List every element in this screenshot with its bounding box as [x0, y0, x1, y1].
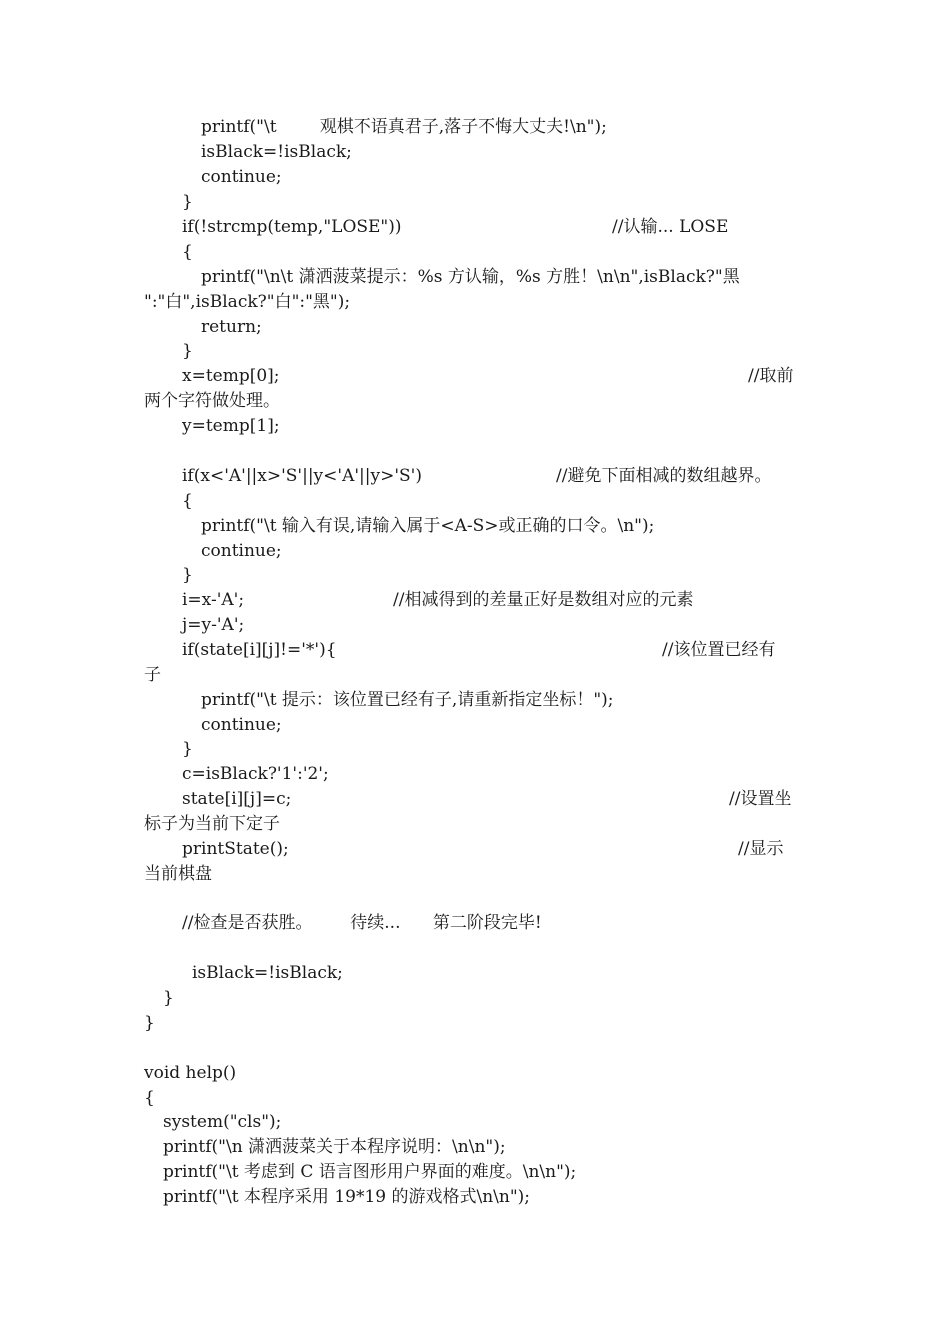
code-comment: //认输... LOSE [612, 217, 729, 237]
code-line: } [163, 988, 174, 1008]
code-line: state[i][j]=c; [182, 789, 292, 809]
code-line: 当前棋盘 [144, 864, 212, 884]
code-line: } [182, 341, 193, 361]
code-line: printf("\t 本程序采用 19*19 的游戏格式\n\n"); [163, 1187, 531, 1207]
code-line: 子 [144, 665, 161, 685]
code-line: if(!strcmp(temp,"LOSE")) [182, 217, 402, 237]
code-line: if(state[i][j]!='*'){ [182, 640, 337, 660]
code-comment: //该位置已经有 [662, 640, 776, 660]
code-line: ":"白",isBlack?"白":"黑"); [144, 292, 351, 312]
code-line: c=isBlack?'1':'2'; [182, 764, 329, 784]
code-line: printf("\t 输入有误,请输入属于<A-S>或正确的口令。\n"); [201, 516, 655, 536]
code-line: 两个字符做处理。 [144, 391, 280, 411]
code-line: isBlack=!isBlack; [201, 142, 352, 162]
code-line: { [182, 242, 193, 262]
code-line: continue; [201, 715, 282, 735]
code-line: continue; [201, 541, 282, 561]
code-comment: //取前 [748, 366, 794, 386]
code-line: { [182, 491, 193, 511]
code-line: { [144, 1088, 155, 1108]
code-line: y=temp[1]; [182, 416, 280, 436]
code-line: } [182, 739, 193, 759]
code-line: printf("\n 潇洒菠菜关于本程序说明：\n\n"); [163, 1137, 506, 1157]
code-line: 标子为当前下定子 [144, 814, 280, 834]
code-line: } [144, 1013, 155, 1033]
code-line: printf("\t 提示：该位置已经有子,请重新指定坐标！"); [201, 690, 614, 710]
code-line: system("cls"); [163, 1112, 282, 1132]
code-line: j=y-'A'; [182, 615, 245, 635]
code-line: printf("\t 考虑到 C 语言图形用户界面的难度。\n\n"); [163, 1162, 577, 1182]
code-line: x=temp[0]; [182, 366, 280, 386]
code-line: i=x-'A'; [182, 590, 245, 610]
code-line: void help() [144, 1063, 237, 1083]
code-line: return; [201, 317, 262, 337]
code-line: isBlack=!isBlack; [192, 963, 343, 983]
code-comment: //相减得到的差量正好是数组对应的元素 [393, 590, 694, 610]
code-line: //检查是否获胜。 待续... 第二阶段完毕! [182, 913, 542, 933]
code-line: } [182, 192, 193, 212]
code-comment: //避免下面相减的数组越界。 [556, 466, 772, 486]
code-line: printState(); [182, 839, 289, 859]
code-comment: //显示 [738, 839, 784, 859]
code-line: printf("\t 观棋不语真君子,落子不悔大丈夫!\n"); [201, 117, 607, 137]
code-line: printf("\n\t 潇洒菠菜提示：%s 方认输，%s 方胜！\n\n",isBlack?"黑 [201, 267, 740, 287]
code-line: } [182, 565, 193, 585]
code-line: continue; [201, 167, 282, 187]
code-line: if(x<'A'||x>'S'||y<'A'||y>'S') [182, 466, 422, 486]
code-comment: //设置坐 [729, 789, 792, 809]
